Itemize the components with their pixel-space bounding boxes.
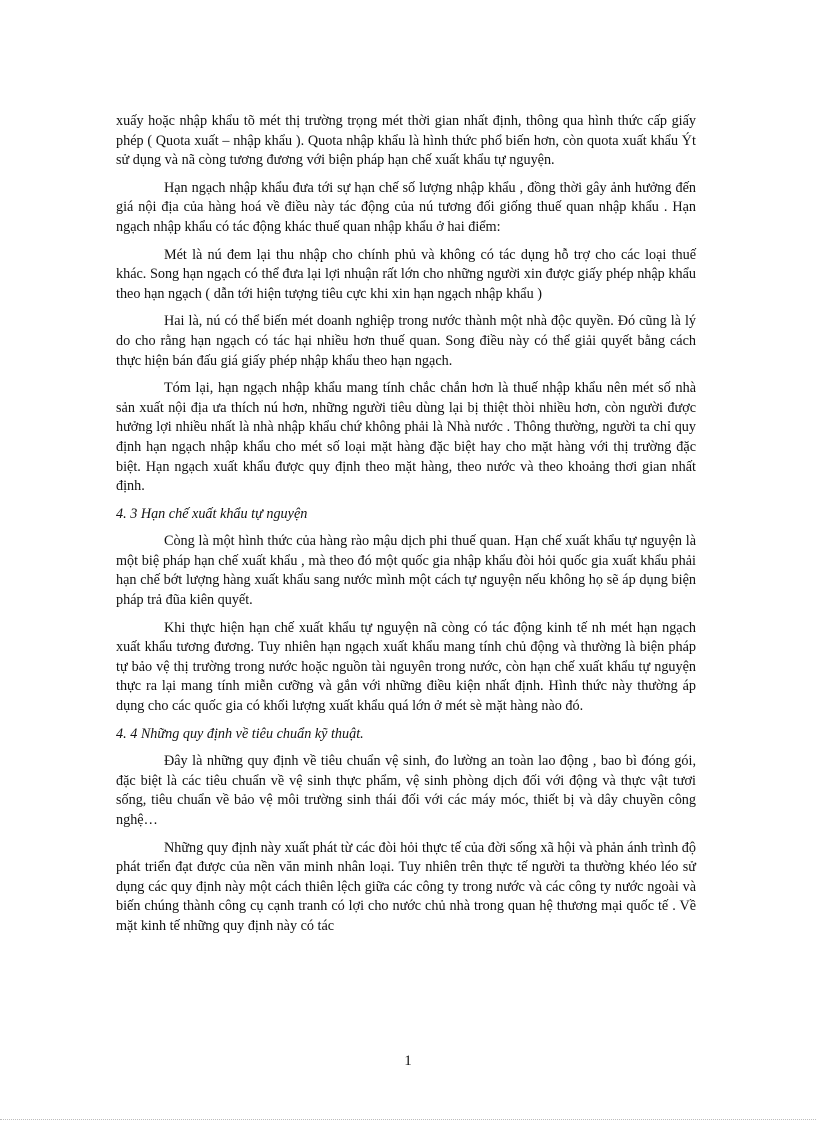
paragraph: Còng là một hình thức của hàng rào mậu dịch phi thuế quan. Hạn chế xuất khẩu tự nguyện là một biệ pháp hạn chế xuất khẩu , mà theo đó một quốc gia nhập khẩu đòi hỏi quốc gia xuất khẩu phải hạn chế bớt lượng hàng xuất khẩu sang nước mình một cách tự nguyện nếu không họ sẽ áp dụng biện pháp trả đũa kiên quyết.	[116, 533, 696, 609]
page-bottom-divider	[0, 1119, 816, 1120]
paragraph: Những quy định này xuất phát từ các đòi hỏi thực tế của đời sống xã hội và phản ánh trình độ phát triển đạt được của nền văn minh nhân loại. Tuy nhiên trên thực tế người ta thường khéo léo sử dụng các quy định này một cách thiên lệch giữa các công ty trong nước và các công ty nước ngoài và biến chúng thành công cụ cạnh tranh có lợi cho nước chủ nhà trong quan hệ thương mại quốc tế . Về mặt kinh tế những quy định này có tác	[116, 839, 696, 934]
section-heading: 4. 4 Những quy định về tiêu chuẩn kỹ thuật.	[116, 725, 364, 742]
page-body	[116, 112, 696, 945]
paragraph: xuấy hoặc nhập khẩu tõ mét thị trường trọng mét thời gian nhất định, thông qua hình thức cấp giấy phép ( Quota xuất – nhập khẩu ). Quota nhập khẩu là hình thức phổ biến hơn, còn quota xuất khẩu Ýt sử dụng và nã còng tương đương với biện pháp hạn chế xuất khẩu tự nguyện.	[116, 113, 696, 169]
page-number: 1	[404, 1053, 412, 1069]
paragraph: Hai là, nú có thể biến mét doanh nghiệp trong nước thành một nhà độc quyền. Đó cũng là lý do cho rằng hạn ngạch có tác hại nhiều hơn thuế quan. Song điều này có thể giải quyết bằng cách thực hiện bán đấu giá giấy phép nhập khẩu theo hạn ngạch.	[116, 313, 696, 369]
paragraph: Hạn ngạch nhập khẩu đưa tới sự hạn chế số lượng nhập khẩu , đồng thời gây ảnh hưởng đến giá nội địa của hàng hoá về điều này tác động của nú tương đối giống thuế quan nhập khẩu . Hạn ngạch nhập khẩu có tác động khác thuế quan nhập khẩu ở hai điểm:	[116, 179, 696, 235]
paragraph: Khi thực hiện hạn chế xuất khẩu tự nguyện nã còng có tác động kinh tế nh mét hạn ngạch xuất khẩu tương đương. Tuy nhiên hạn ngạch xuất khẩu mang tính chủ động và thường là biện pháp tự bảo vệ thị trường trong nước hoặc nguồn tài nguyên trong nước, còn hạn chế xuất khẩu tự nguyện thực ra lại mang tính miễn cưỡng và gắn với những điều kiện nhất định. Hình thức này thường áp dụng cho các quốc gia có khối lượng xuất khẩu quá lớn ở mét sè mặt hàng nào đó.	[116, 619, 696, 715]
paragraph: Đây là những quy định về tiêu chuẩn vệ sinh, đo lường an toàn lao động , bao bì đóng gói, đặc biệt là các tiêu chuẩn về vệ sinh thực phẩm, vệ sinh phòng dịch đối với động và thực vật tươi sống, tiêu chuẩn về bảo vệ môi trường sinh thái đối với các máy móc, thiết bị và dây chuyền công nghệ…	[116, 753, 696, 828]
section-heading: 4. 3 Hạn chế xuất khẩu tự nguyện	[116, 505, 308, 522]
paragraph: Mét là nú đem lại thu nhập cho chính phủ và không có tác dụng hỗ trợ cho các loại thuế khác. Song hạn ngạch có thể đưa lại lợi nhuận rất lớn cho những người xin được giấy phép nhập khẩu theo hạn ngạch ( dẫn tới hiện tượng tiêu cực khi xin hạn ngạch nhập khẩu )	[116, 246, 696, 302]
paragraph: Tóm lại, hạn ngạch nhập khẩu mang tính chắc chắn hơn là thuế nhập khẩu nên mét số nhà sản xuất nội địa ưa thích nú hơn, những người tiêu dùng lại bị thiệt thòi nhiều hơn, còn người được hưởng lợi nhiều nhất là nhà nhập khẩu chứ không phải là Nhà nước . Thông thường, người ta chỉ quy định hạn ngạch nhập khẩu cho mét số loại mặt hàng đặc biệt hay cho mặt hàng với thị trường đặc biệt. Hạn ngạch xuất khẩu được quy định theo mặt hàng, theo nước và theo khoảng thơi gian nhất định.	[116, 380, 696, 495]
